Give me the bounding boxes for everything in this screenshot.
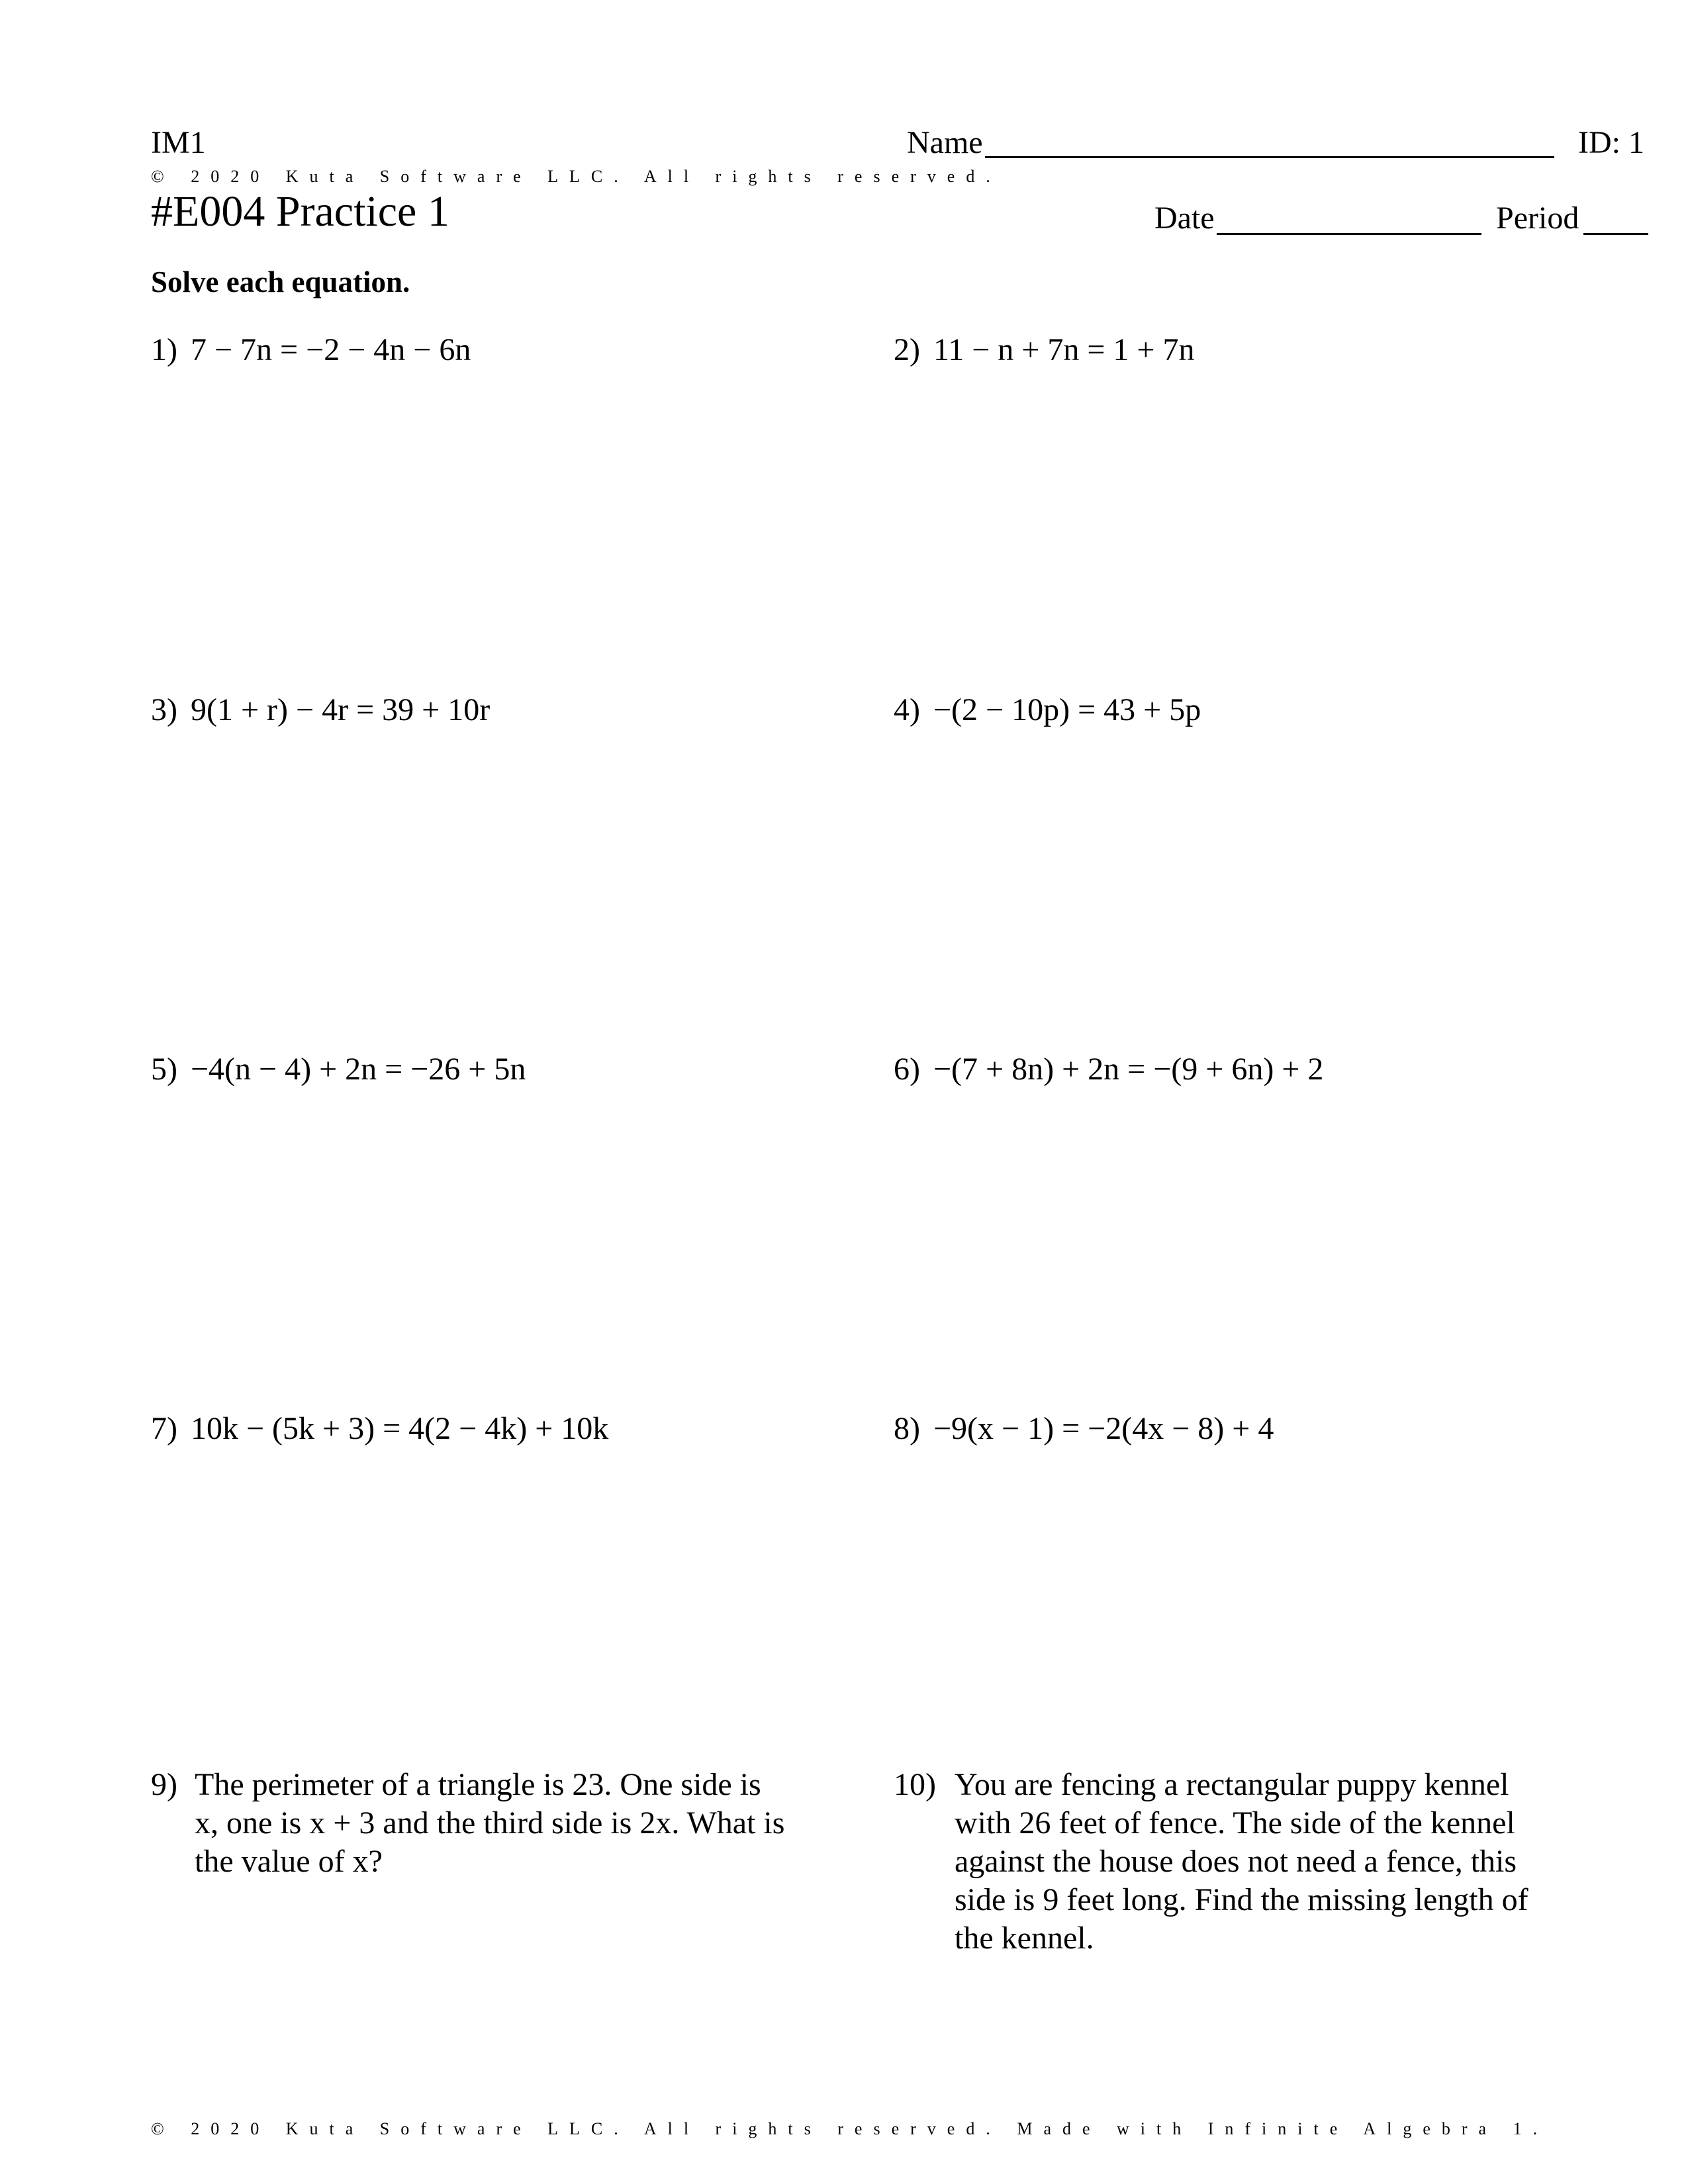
copyright-notice: © 2020 Kuta Software LLC. All rights reserved. xyxy=(151,167,1002,186)
problem-equation: 11 − n + 7n = 1 + 7n xyxy=(933,332,1195,367)
date-field-line[interactable] xyxy=(1217,233,1481,235)
problem-number: 3) xyxy=(151,692,177,727)
problem-9 xyxy=(151,1766,813,1885)
period-label: Period xyxy=(1496,201,1579,236)
worksheet-title: #E004 Practice 1 xyxy=(151,187,449,236)
problem-number: 1) xyxy=(151,332,177,367)
name-field-line[interactable] xyxy=(985,156,1554,158)
problem-number: 8) xyxy=(894,1411,920,1446)
problem-8 xyxy=(894,1410,1274,1448)
footer-copyright: © 2020 Kuta Software LLC. All rights reserved. Made with Infinite Algebra 1. xyxy=(151,2119,1549,2138)
course-label: IM1 xyxy=(151,125,206,160)
name-label: Name xyxy=(907,125,983,160)
id-label: ID: 1 xyxy=(1578,125,1644,160)
problem-number: 4) xyxy=(894,692,920,727)
problem-2 xyxy=(894,331,1194,369)
problem-text: You are fencing a rectangular puppy kennel with 26 feet of fence. The side of the kennel against the house does not need a fence, this side is 9 feet long. Find the missing length of the kennel. xyxy=(955,1767,1528,1956)
problem-number: 2) xyxy=(894,332,920,367)
problem-equation: 9(1 + r) − 4r = 39 + 10r xyxy=(190,692,491,727)
problem-text: The perimeter of a triangle is 23. One side is x, one is x + 3 and the third side is 2x. What is the value of x? xyxy=(195,1767,785,1879)
date-label: Date xyxy=(1154,201,1215,236)
problem-1 xyxy=(151,331,471,369)
problem-4 xyxy=(894,691,1201,729)
instructions: Solve each equation. xyxy=(151,265,410,298)
problem-3 xyxy=(151,691,490,729)
problem-10 xyxy=(894,1766,1622,1964)
problem-number: 9) xyxy=(151,1767,177,1802)
problem-6 xyxy=(894,1050,1323,1089)
problem-equation: 7 − 7n = −2 − 4n − 6n xyxy=(190,332,471,367)
problem-number: 7) xyxy=(151,1411,177,1446)
problem-number: 10) xyxy=(894,1767,936,1802)
problem-number: 5) xyxy=(151,1052,177,1087)
period-field-line[interactable] xyxy=(1583,233,1648,235)
problem-number: 6) xyxy=(894,1052,920,1087)
problem-equation: −9(x − 1) = −2(4x − 8) + 4 xyxy=(933,1411,1274,1446)
problem-equation: 10k − (5k + 3) = 4(2 − 4k) + 10k xyxy=(190,1411,609,1446)
problem-equation: −(7 + 8n) + 2n = −(9 + 6n) + 2 xyxy=(933,1052,1324,1087)
problem-equation: −4(n − 4) + 2n = −26 + 5n xyxy=(190,1052,526,1087)
problem-7 xyxy=(151,1410,608,1448)
problem-5 xyxy=(151,1050,526,1089)
problem-equation: −(2 − 10p) = 43 + 5p xyxy=(933,692,1201,727)
